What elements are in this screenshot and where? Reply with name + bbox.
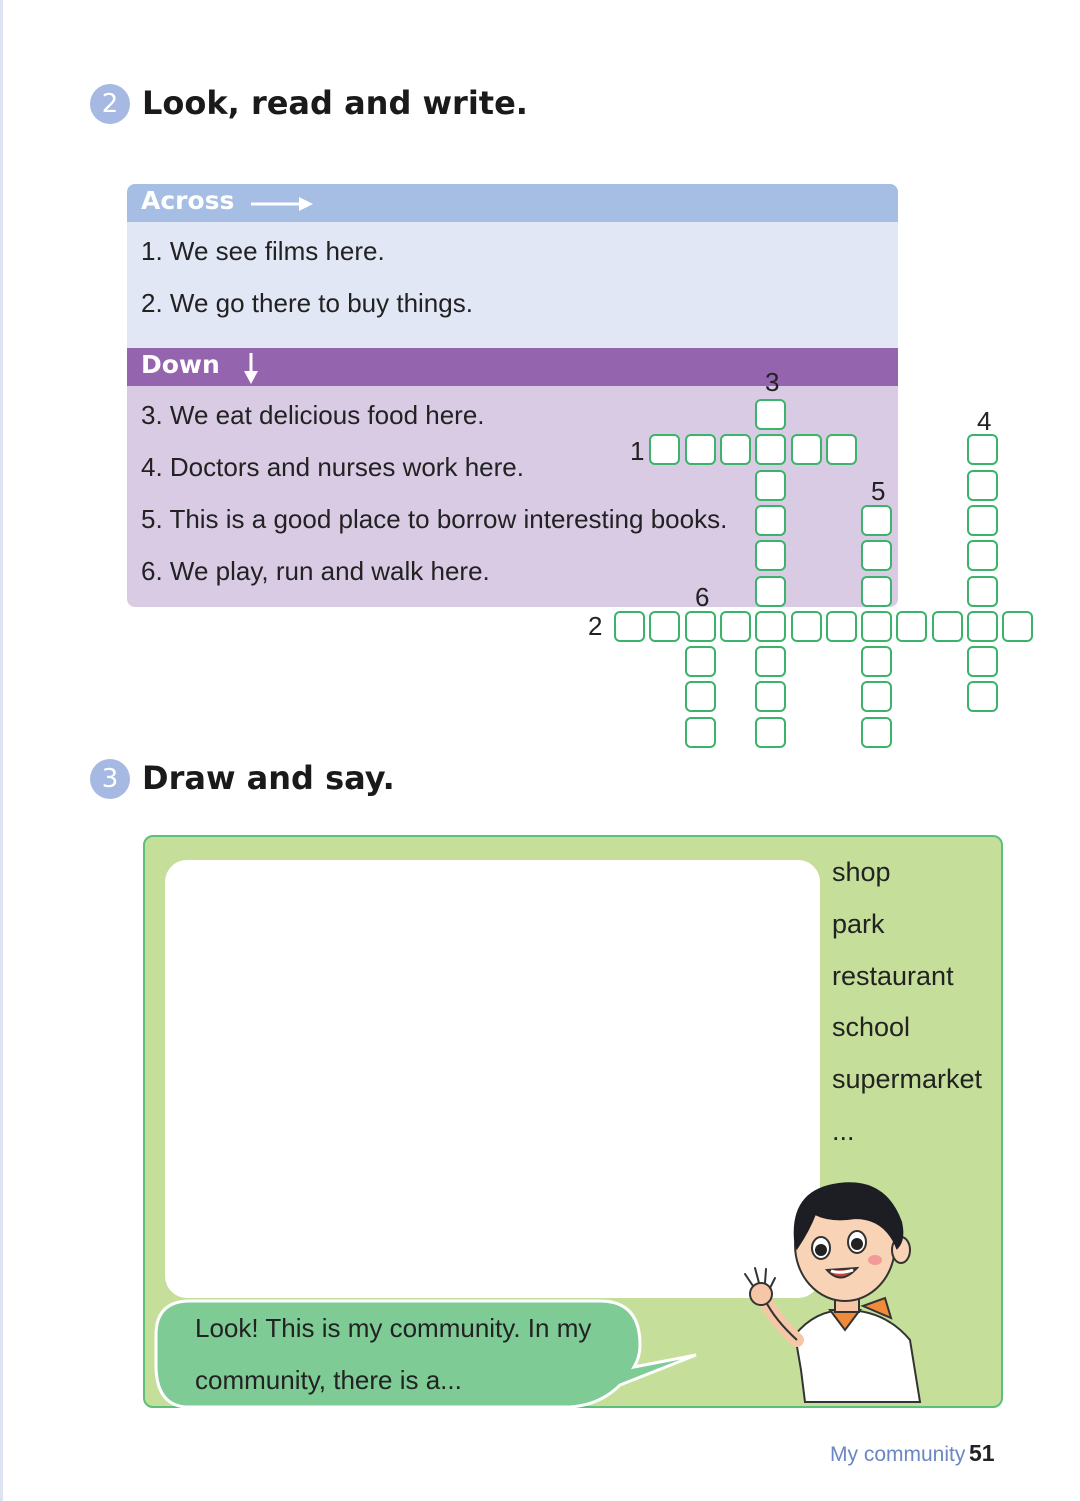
crossword-cell[interactable] bbox=[755, 681, 786, 712]
crossword-cell[interactable] bbox=[967, 505, 998, 536]
drawing-area[interactable] bbox=[165, 860, 820, 1298]
word-bank-item: restaurant bbox=[832, 961, 954, 991]
down-label: Down bbox=[141, 350, 220, 379]
across-label: Across bbox=[141, 186, 235, 215]
crossword-cell[interactable] bbox=[932, 611, 963, 642]
down-header bbox=[127, 348, 898, 386]
word-bank-item: park bbox=[832, 909, 885, 939]
crossword-number: 6 bbox=[695, 582, 710, 612]
across-clue: 1. We see films here. bbox=[141, 236, 385, 266]
crossword-cell[interactable] bbox=[755, 611, 786, 642]
exercise-number-badge: 2 bbox=[90, 84, 130, 124]
crossword-cell[interactable] bbox=[967, 646, 998, 677]
crossword-cell[interactable] bbox=[861, 505, 892, 536]
down-clue: 6. We play, run and walk here. bbox=[141, 556, 490, 586]
crossword-number: 1 bbox=[630, 436, 645, 466]
crossword-cell[interactable] bbox=[967, 576, 998, 607]
crossword-cell[interactable] bbox=[755, 505, 786, 536]
exercise-title: Draw and say. bbox=[142, 759, 395, 797]
boy-illustration bbox=[735, 1170, 935, 1405]
crossword-cell[interactable] bbox=[720, 611, 751, 642]
crossword-cell[interactable] bbox=[755, 399, 786, 430]
crossword-cell[interactable] bbox=[861, 576, 892, 607]
crossword-number: 3 bbox=[765, 367, 780, 397]
crossword-cell[interactable] bbox=[614, 611, 645, 642]
crossword-cell[interactable] bbox=[967, 681, 998, 712]
crossword-cell[interactable] bbox=[826, 611, 857, 642]
crossword-cell[interactable] bbox=[685, 611, 716, 642]
crossword-cell[interactable] bbox=[685, 681, 716, 712]
crossword-cell[interactable] bbox=[685, 646, 716, 677]
crossword-cell[interactable] bbox=[755, 540, 786, 571]
exercise-title: Look, read and write. bbox=[142, 84, 528, 122]
crossword-number: 4 bbox=[977, 406, 992, 436]
crossword-cell[interactable] bbox=[896, 611, 927, 642]
across-header bbox=[127, 184, 898, 222]
page-edge bbox=[0, 0, 3, 1501]
crossword-number: 5 bbox=[871, 476, 886, 506]
crossword-cell[interactable] bbox=[720, 434, 751, 465]
footer-unit: My community bbox=[830, 1443, 966, 1466]
across-clue: 2. We go there to buy things. bbox=[141, 288, 473, 318]
crossword-cell[interactable] bbox=[967, 434, 998, 465]
crossword-cell[interactable] bbox=[967, 470, 998, 501]
crossword-cell[interactable] bbox=[861, 646, 892, 677]
down-clue: 3. We eat delicious food here. bbox=[141, 400, 485, 430]
crossword-cell[interactable] bbox=[685, 434, 716, 465]
crossword-cell[interactable] bbox=[755, 434, 786, 465]
crossword-cell[interactable] bbox=[755, 576, 786, 607]
crossword-cell[interactable] bbox=[861, 717, 892, 748]
word-bank-item: ... bbox=[832, 1116, 855, 1146]
down-clue: 4. Doctors and nurses work here. bbox=[141, 452, 524, 482]
word-bank-item: supermarket bbox=[832, 1064, 983, 1094]
crossword-cell[interactable] bbox=[649, 434, 680, 465]
crossword-cell[interactable] bbox=[755, 717, 786, 748]
crossword-cell[interactable] bbox=[967, 540, 998, 571]
right-arrow-icon bbox=[249, 194, 315, 214]
crossword-cell[interactable] bbox=[791, 434, 822, 465]
speech-line: Look! This is my community. In my bbox=[195, 1313, 592, 1343]
exercise-number-badge: 3 bbox=[90, 759, 130, 799]
crossword-cell[interactable] bbox=[861, 540, 892, 571]
crossword-cell[interactable] bbox=[755, 646, 786, 677]
page-number: 51 bbox=[969, 1440, 995, 1466]
speech-line: community, there is a... bbox=[195, 1365, 462, 1395]
crossword-cell[interactable] bbox=[861, 681, 892, 712]
crossword-cell[interactable] bbox=[861, 611, 892, 642]
crossword-number: 2 bbox=[588, 611, 603, 641]
crossword-cell[interactable] bbox=[755, 470, 786, 501]
crossword-cell[interactable] bbox=[649, 611, 680, 642]
word-bank-item: shop bbox=[832, 857, 891, 887]
crossword-cell[interactable] bbox=[1002, 611, 1033, 642]
crossword-cell[interactable] bbox=[967, 611, 998, 642]
across-clues bbox=[127, 222, 898, 348]
word-bank-item: school bbox=[832, 1012, 911, 1042]
crossword-cell[interactable] bbox=[685, 717, 716, 748]
down-clue: 5. This is a good place to borrow interesting books. bbox=[141, 504, 728, 534]
down-arrow-icon bbox=[241, 351, 261, 385]
crossword-cell[interactable] bbox=[791, 611, 822, 642]
crossword-cell[interactable] bbox=[826, 434, 857, 465]
